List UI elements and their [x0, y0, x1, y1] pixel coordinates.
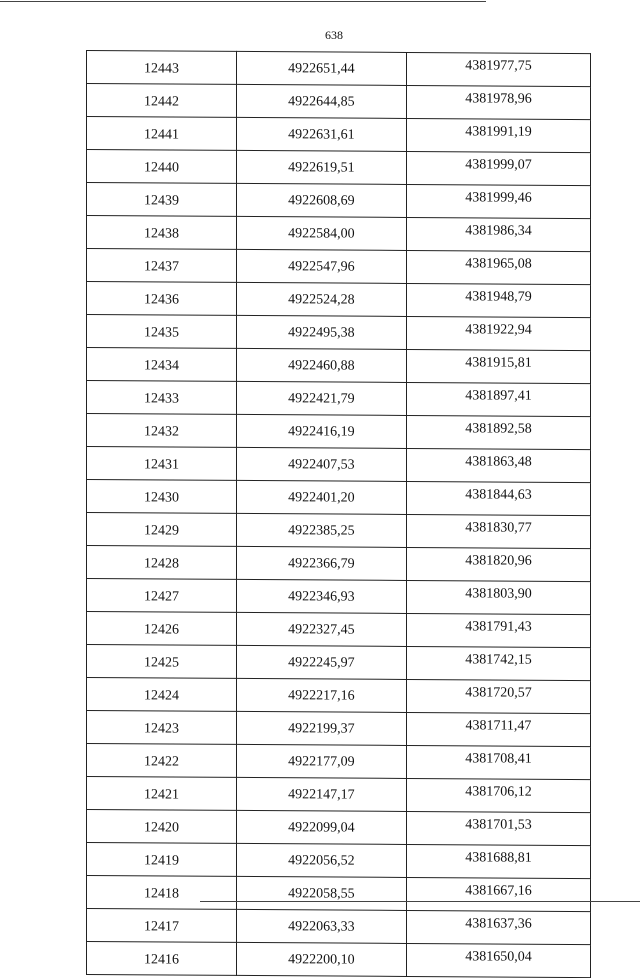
y-coordinate-cell: 4381986,34 — [406, 217, 590, 251]
x-coordinate-cell: 4922056,52 — [236, 843, 406, 877]
point-number-cell: 12436 — [87, 282, 237, 316]
x-coordinate-cell: 4922366,79 — [236, 546, 406, 580]
y-coordinate-cell: 4381667,16 — [406, 877, 590, 911]
point-number-cell: 12440 — [87, 150, 237, 184]
point-number-cell: 12422 — [87, 744, 237, 778]
table-row — [87, 546, 591, 582]
x-coordinate-cell: 4922177,09 — [236, 744, 406, 778]
table-row — [87, 414, 591, 450]
table-row — [87, 645, 591, 681]
point-number-cell: 12418 — [87, 876, 237, 910]
x-coordinate-cell: 4922619,51 — [236, 150, 406, 184]
x-coordinate-cell: 4922099,04 — [236, 810, 406, 844]
x-coordinate-cell: 4922495,38 — [236, 315, 406, 349]
y-coordinate-cell: 4381991,19 — [406, 118, 590, 152]
point-number-cell: 12442 — [87, 84, 237, 118]
y-coordinate-cell: 4381978,96 — [406, 85, 590, 119]
x-coordinate-cell: 4922407,53 — [236, 447, 406, 481]
scan-edge-bottom — [200, 901, 640, 902]
y-coordinate-cell: 4381844,63 — [406, 481, 590, 515]
coordinates-table — [86, 50, 591, 978]
x-coordinate-cell: 4922346,93 — [236, 579, 406, 613]
table-row — [87, 678, 591, 714]
point-number-cell: 12425 — [87, 645, 237, 679]
y-coordinate-cell: 4381830,77 — [406, 514, 590, 548]
point-number-cell: 12435 — [87, 315, 237, 349]
y-coordinate-cell: 4381922,94 — [406, 316, 590, 350]
table-row — [87, 150, 591, 186]
x-coordinate-cell: 4922217,16 — [236, 678, 406, 712]
point-number-cell: 12429 — [87, 513, 237, 547]
table-row — [87, 51, 591, 87]
y-coordinate-cell: 4381820,96 — [406, 547, 590, 581]
point-number-cell: 12437 — [87, 249, 237, 283]
x-coordinate-cell: 4922385,25 — [236, 513, 406, 547]
x-coordinate-cell: 4922063,33 — [236, 909, 406, 943]
x-coordinate-cell: 4922584,00 — [236, 216, 406, 250]
point-number-cell: 12417 — [87, 909, 237, 943]
point-number-cell: 12441 — [87, 117, 237, 151]
table-row — [87, 579, 591, 615]
point-number-cell: 12438 — [87, 216, 237, 250]
coordinates-table-body — [87, 51, 591, 978]
table-row — [87, 381, 591, 417]
table-row — [87, 216, 591, 252]
point-number-cell: 12430 — [87, 480, 237, 514]
page-number: 638 — [325, 28, 343, 42]
point-number-cell: 12439 — [87, 183, 237, 217]
table-row — [87, 117, 591, 153]
y-coordinate-cell: 4381688,81 — [406, 844, 590, 878]
x-coordinate-cell: 4922644,85 — [236, 84, 406, 118]
table-row — [87, 909, 591, 945]
scan-edge-top — [0, 1, 486, 2]
y-coordinate-cell: 4381803,90 — [406, 580, 590, 614]
y-coordinate-cell: 4381892,58 — [406, 415, 590, 449]
table-row — [87, 183, 591, 219]
point-number-cell: 12431 — [87, 447, 237, 481]
y-coordinate-cell: 4381742,15 — [406, 646, 590, 680]
y-coordinate-cell: 4381965,08 — [406, 250, 590, 284]
y-coordinate-cell: 4381711,47 — [406, 712, 590, 746]
point-number-cell: 12421 — [87, 777, 237, 811]
point-number-cell: 12434 — [87, 348, 237, 382]
y-coordinate-cell: 4381999,07 — [406, 151, 590, 185]
x-coordinate-cell: 4922147,17 — [236, 777, 406, 811]
x-coordinate-cell: 4922524,28 — [236, 282, 406, 316]
table-row — [87, 513, 591, 549]
point-number-cell: 12427 — [87, 579, 237, 613]
table-row — [87, 876, 591, 912]
x-coordinate-cell: 4922200,10 — [236, 942, 406, 976]
x-coordinate-cell: 4922421,79 — [236, 381, 406, 415]
table-row — [87, 249, 591, 285]
x-coordinate-cell: 4922199,37 — [236, 711, 406, 745]
y-coordinate-cell: 4381701,53 — [406, 811, 590, 845]
point-number-cell: 12419 — [87, 843, 237, 877]
table-row — [87, 810, 591, 846]
point-number-cell: 12416 — [87, 942, 237, 976]
table-row — [87, 282, 591, 318]
table-row — [87, 447, 591, 483]
y-coordinate-cell: 4381999,46 — [406, 184, 590, 218]
table-row — [87, 480, 591, 516]
x-coordinate-cell: 4922058,55 — [236, 876, 406, 910]
y-coordinate-cell: 4381915,81 — [406, 349, 590, 383]
x-coordinate-cell: 4922547,96 — [236, 249, 406, 283]
y-coordinate-cell: 4381791,43 — [406, 613, 590, 647]
x-coordinate-cell: 4922327,45 — [236, 612, 406, 646]
table-row — [87, 348, 591, 384]
x-coordinate-cell: 4922245,97 — [236, 645, 406, 679]
y-coordinate-cell: 4381897,41 — [406, 382, 590, 416]
table-row — [87, 942, 591, 978]
table-row — [87, 612, 591, 648]
point-number-cell: 12423 — [87, 711, 237, 745]
x-coordinate-cell: 4922460,88 — [236, 348, 406, 382]
y-coordinate-cell: 4381863,48 — [406, 448, 590, 482]
point-number-cell: 12428 — [87, 546, 237, 580]
point-number-cell: 12426 — [87, 612, 237, 646]
y-coordinate-cell: 4381708,41 — [406, 745, 590, 779]
point-number-cell: 12443 — [87, 51, 237, 85]
y-coordinate-cell: 4381706,12 — [406, 778, 590, 812]
table-row — [87, 744, 591, 780]
y-coordinate-cell: 4381948,79 — [406, 283, 590, 317]
table-row — [87, 843, 591, 879]
x-coordinate-cell: 4922651,44 — [236, 51, 406, 85]
y-coordinate-cell: 4381637,36 — [406, 910, 590, 944]
y-coordinate-cell: 4381650,04 — [406, 943, 590, 977]
x-coordinate-cell: 4922631,61 — [236, 117, 406, 151]
point-number-cell: 12420 — [87, 810, 237, 844]
table-row — [87, 315, 591, 351]
table-row — [87, 711, 591, 747]
point-number-cell: 12433 — [87, 381, 237, 415]
y-coordinate-cell: 4381720,57 — [406, 679, 590, 713]
y-coordinate-cell: 4381977,75 — [406, 52, 590, 86]
x-coordinate-cell: 4922401,20 — [236, 480, 406, 514]
point-number-cell: 12424 — [87, 678, 237, 712]
x-coordinate-cell: 4922608,69 — [236, 183, 406, 217]
x-coordinate-cell: 4922416,19 — [236, 414, 406, 448]
point-number-cell: 12432 — [87, 414, 237, 448]
table-row — [87, 84, 591, 120]
table-row — [87, 777, 591, 813]
